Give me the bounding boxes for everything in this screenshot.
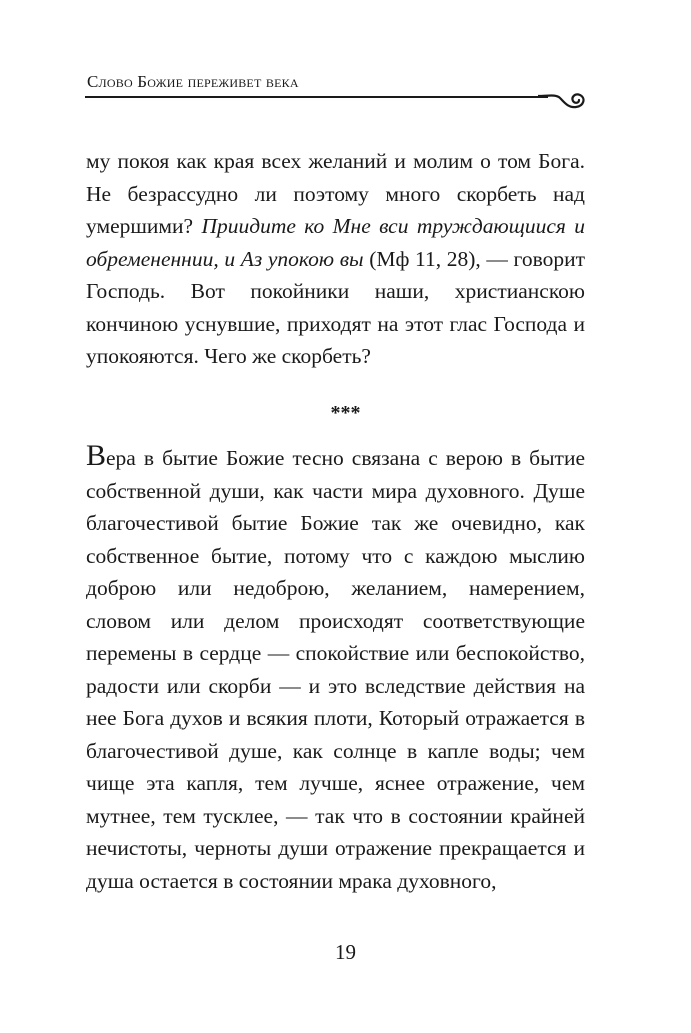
scripture-quote: Приидите ко Мне вси труждающиися и обремененнии, и Аз упокою вы	[86, 214, 585, 271]
paragraph-1-text: му покоя как края всех желаний и молим о том Бога. Не безрассудно ли поэтому много скорбеть над умершими?	[86, 149, 585, 238]
paragraph-1	[86, 145, 585, 373]
running-header: Слово Божие переживет века	[87, 72, 299, 91]
drop-cap: В	[86, 439, 107, 472]
paragraph-2	[86, 439, 585, 897]
header-rule	[85, 96, 548, 98]
page-number: 19	[335, 940, 356, 964]
curl-ornament-icon	[538, 84, 598, 118]
paragraph-2-text: ера в бытие Божие тесно связана с верою в бытие собственной души, как части мира духовного. Душе благочестивой бытие Божие так же очевидно, как собственное бытие, потому что с каждою мыслию доброю или недоброю, желанием, намерением, словом или делом происходят соответствующие перемены в сердце — спокойствие или беспокойство, радости или скорби — и это вследствие действия на нее Бога духов и всякия плоти, Который отражается в благочестивой душе, как солнце в капле воды; чем чище эта капля, тем лучше, яснее отражение, чем мутнее, тем тусклее, — так что в состоянии крайней нечистоты, черноты души отражение прекращается и душа остается в состоянии мрака духовного,	[86, 446, 585, 893]
paragraph-1-text-end: (Мф 11, 28), — говорит Господь. Вот покойники наши, христианскою кончиною уснувшие, приходят на этот глас Господа и упокояются. Чего же скорбеть?	[86, 246, 585, 368]
section-separator: ***	[330, 402, 361, 424]
